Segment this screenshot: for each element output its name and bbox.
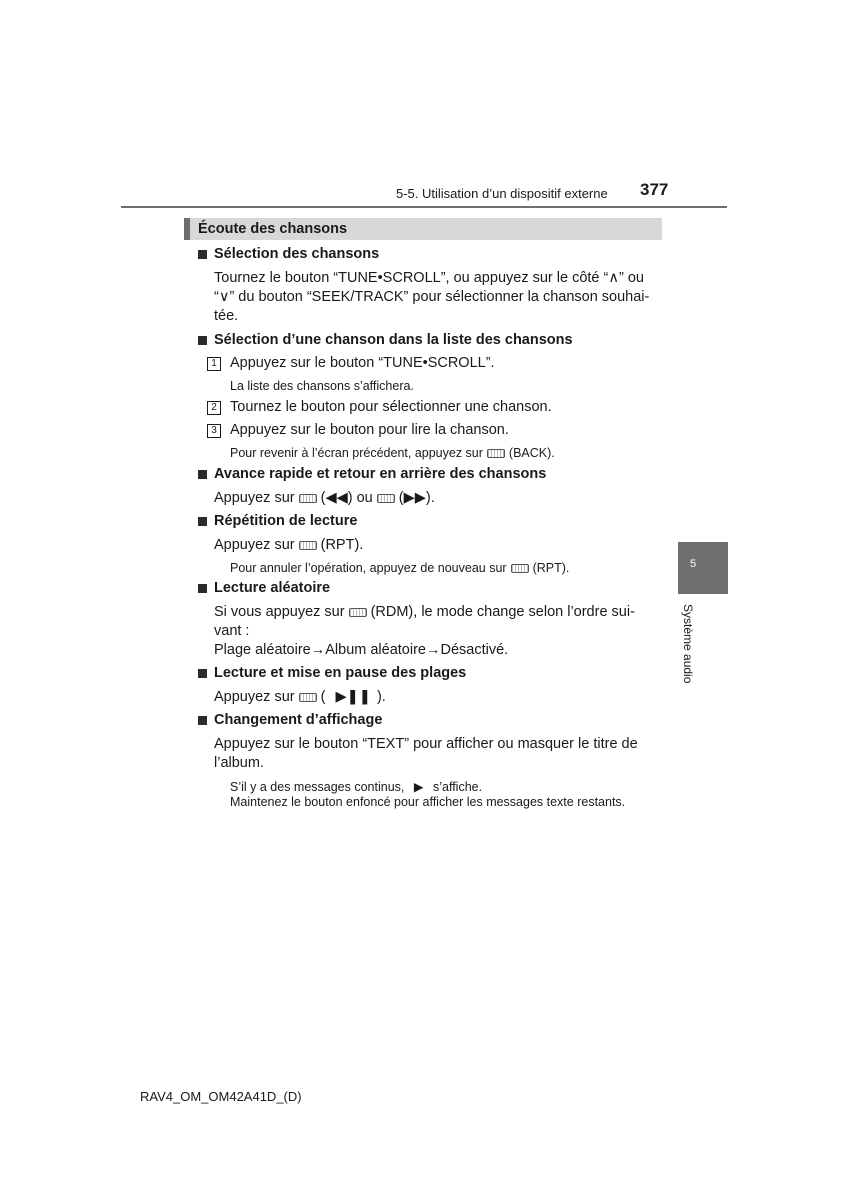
note-text: (RPT). <box>532 561 570 575</box>
note-line <box>230 779 482 794</box>
text: Si vous appuyez sur <box>214 604 345 620</box>
bullet-square <box>198 669 207 678</box>
page-number: 377 <box>640 180 669 199</box>
header-section-title: 5-5. Utilisation d’un dispositif externe <box>396 186 608 201</box>
bullet-square <box>198 517 207 526</box>
button-icon <box>349 608 367 617</box>
text-line <box>214 537 363 553</box>
bullet-square <box>198 470 207 479</box>
text-line: l’album. <box>214 755 264 771</box>
note-text: (BACK). <box>508 446 555 460</box>
text: (◀◀) ou <box>320 490 373 506</box>
text-line: vant : <box>214 623 250 639</box>
text-line: Plage aléatoire→Album aléatoire→Désactivé. <box>214 642 509 658</box>
heading-fast-forward: Avance rapide et retour en arrière des chansons <box>214 466 547 482</box>
step-note: La liste des chansons s’affichera. <box>230 379 414 393</box>
step-number: 2 <box>207 401 221 415</box>
side-tab-number: 5 <box>690 558 697 570</box>
text: Appuyez sur <box>214 689 295 705</box>
play-pause-icon: ▶❚❚ <box>335 689 371 705</box>
bullet-square <box>198 336 207 345</box>
button-icon <box>299 494 317 503</box>
step-note <box>230 446 555 460</box>
button-icon <box>299 541 317 550</box>
button-icon <box>299 693 317 702</box>
button-icon <box>487 449 505 458</box>
note-text: Pour annuler l’opération, appuyez de nouveau sur <box>230 561 507 575</box>
section-title: Écoute des chansons <box>198 221 348 237</box>
text-line: “∨” du bouton “SEEK/TRACK” pour sélectionner la chanson souhai- <box>214 289 650 305</box>
text: Appuyez sur <box>214 537 295 553</box>
text: ( <box>320 689 326 705</box>
step-number: 1 <box>207 357 221 371</box>
text: (▶▶). <box>398 490 435 506</box>
text-line <box>214 689 386 705</box>
heading-selection: Sélection des chansons <box>214 246 380 262</box>
button-icon <box>511 564 529 573</box>
text-line <box>214 604 635 620</box>
text: (RPT). <box>320 537 364 553</box>
heading-list-selection: Sélection d’une chanson dans la liste des chansons <box>214 332 573 348</box>
footer-code: RAV4_OM_OM42A41D_(D) <box>140 1089 302 1104</box>
button-icon <box>377 494 395 503</box>
heading-repeat: Répétition de lecture <box>214 513 358 529</box>
continue-arrow-icon: ▶ <box>413 780 424 794</box>
step-text: Appuyez sur le bouton pour lire la chanson. <box>230 422 509 438</box>
note-text: S’il y a des messages continus, <box>230 780 405 794</box>
note-text: Pour revenir à l’écran précédent, appuyez sur <box>230 446 483 460</box>
bullet-square <box>198 584 207 593</box>
text-line: Appuyez sur le bouton “TEXT” pour afficher ou masquer le titre de <box>214 736 638 752</box>
side-tab-label: Système audio <box>681 604 695 684</box>
heading-display-change: Changement d’affichage <box>214 712 383 728</box>
heading-random: Lecture aléatoire <box>214 580 331 596</box>
heading-play-pause: Lecture et mise en pause des plages <box>214 665 467 681</box>
bullet-square <box>198 250 207 259</box>
text: ). <box>376 689 386 705</box>
step-text: Tournez le bouton pour sélectionner une chanson. <box>230 399 552 415</box>
note-line <box>230 561 569 575</box>
step-number: 3 <box>207 424 221 438</box>
bullet-square <box>198 716 207 725</box>
step-text: Appuyez sur le bouton “TUNE•SCROLL”. <box>230 355 495 371</box>
text-line <box>214 490 435 506</box>
note-line: Maintenez le bouton enfoncé pour afficher les messages texte restants. <box>230 795 626 809</box>
note-text: s’affiche. <box>432 780 483 794</box>
text: Appuyez sur <box>214 490 295 506</box>
text-line: tée. <box>214 308 239 324</box>
side-tab <box>678 542 728 594</box>
text: (RDM), le mode change selon l’ordre sui- <box>370 604 635 620</box>
text-line: Tournez le bouton “TUNE•SCROLL”, ou appuyez sur le côté “∧” ou <box>214 270 644 286</box>
